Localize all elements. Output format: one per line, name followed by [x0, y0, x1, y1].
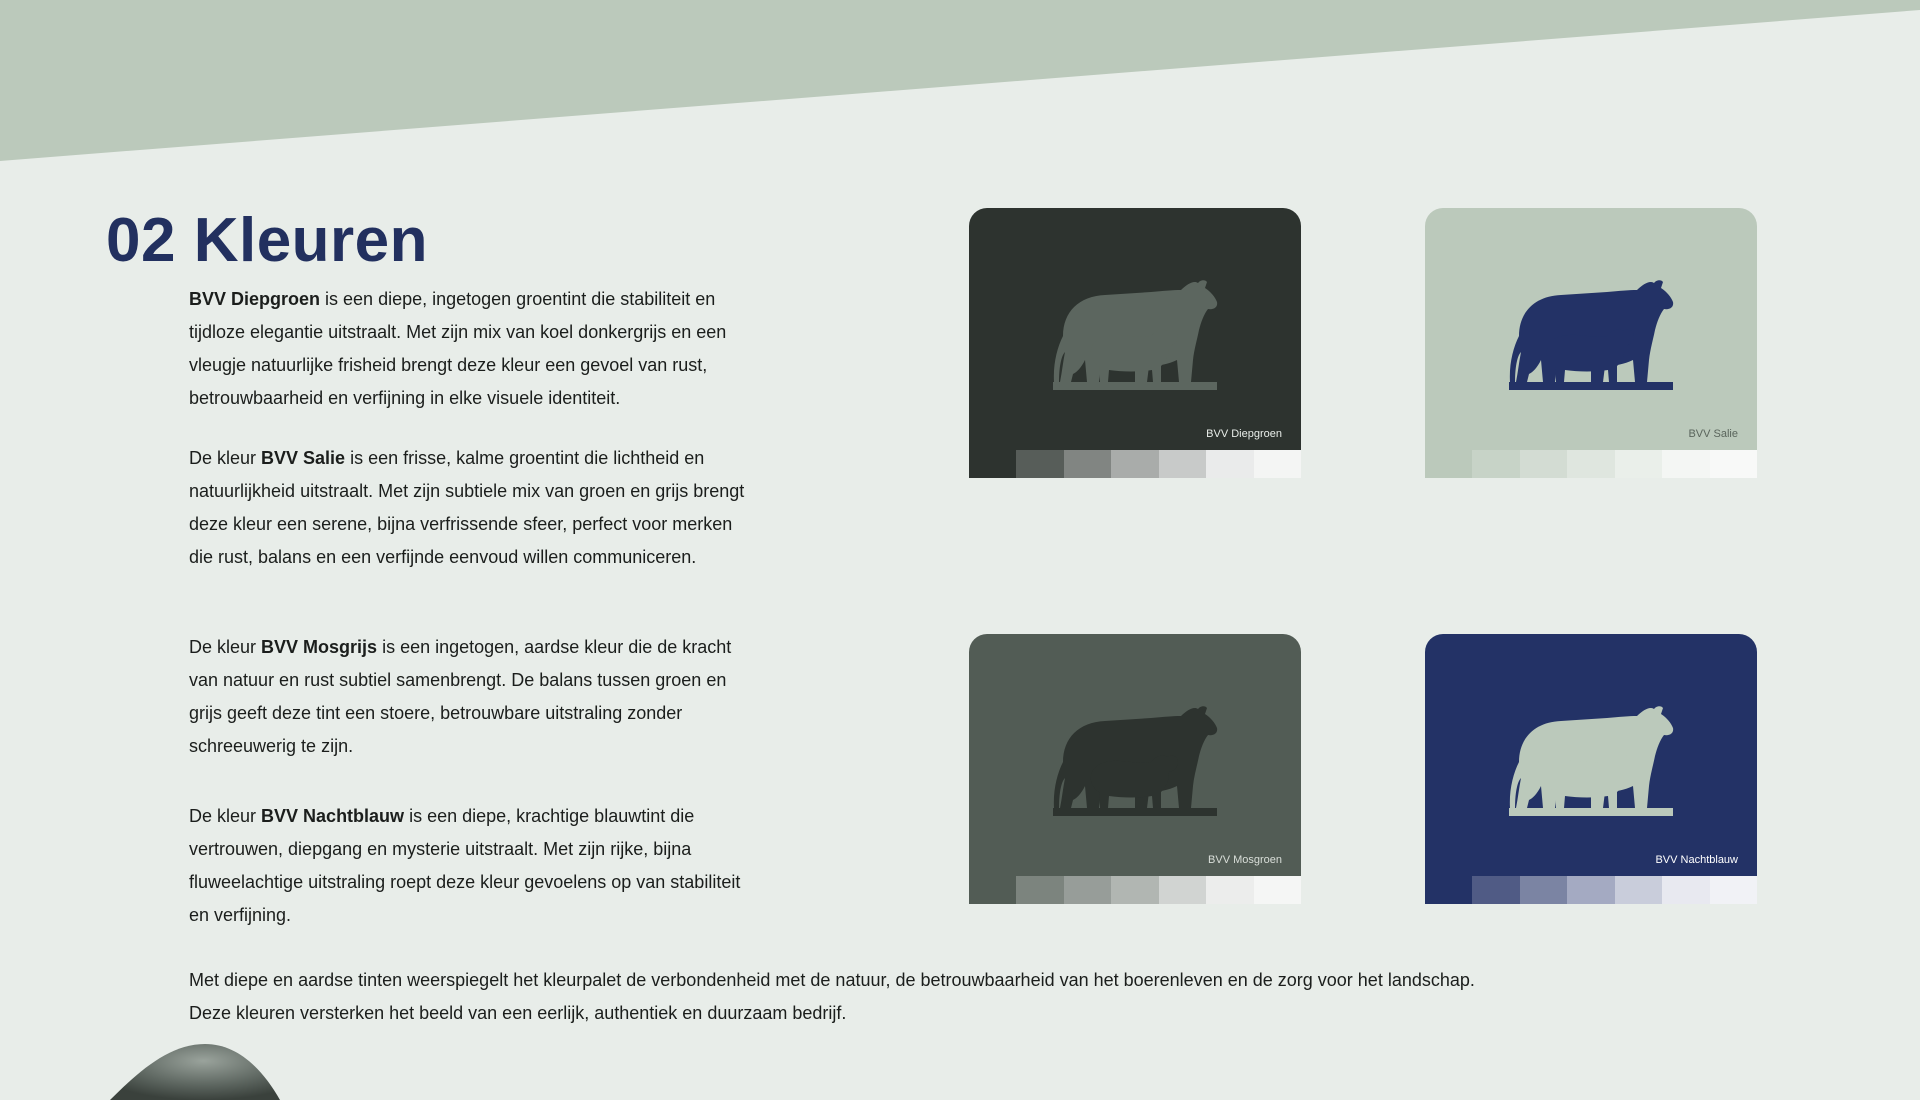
cow-sheep-icon: [1051, 278, 1219, 398]
sheep-body: [1091, 330, 1178, 382]
color-swatch: [1567, 876, 1614, 904]
color-swatch: [969, 876, 1016, 904]
cow-sheep-icon: [1051, 704, 1219, 824]
paragraph-mosgrijs: [189, 631, 759, 763]
color-name-diepgroen: BVV Diepgroen: [189, 289, 321, 309]
color-swatch: [1206, 876, 1253, 904]
color-swatch: [1111, 450, 1158, 478]
color-card-nachtblauw: [1425, 634, 1757, 904]
color-swatch: [1662, 876, 1709, 904]
paragraph-salie: [189, 442, 749, 574]
paragraph-prefix: De kleur: [189, 806, 262, 826]
top-decorative-band: [0, 0, 1920, 170]
color-swatch: [1016, 450, 1063, 478]
grass-base: [1509, 382, 1673, 390]
swatch-strip: [969, 450, 1301, 478]
color-swatch: [969, 450, 1016, 478]
paragraph-body: is een diepe, krachtige blauwtint die vertrouwen, diepgang en mysterie uitstraalt. Met zijn rijke, bijna fluweelachtige uitstraling roept deze kleur gevoelens op van stabiliteit en verfijning.: [189, 806, 741, 925]
color-swatch: [1710, 450, 1757, 478]
card-label: BVV Diepgroen: [1206, 428, 1282, 440]
grass-base: [1053, 382, 1217, 390]
color-swatch: [1111, 876, 1158, 904]
sheep-body: [1547, 330, 1634, 382]
cow-sheep-icon: [1507, 704, 1675, 824]
color-swatch: [1064, 876, 1111, 904]
color-card-diepgroen: [969, 208, 1301, 478]
card-label: BVV Mosgroen: [1208, 854, 1282, 866]
decorative-photo-corner: [110, 1040, 280, 1100]
closing-line-2: Deze kleuren versterken het beeld van een eerlijk, authentiek en duurzaam bedrijf.: [189, 1003, 847, 1023]
color-swatch: [1254, 450, 1301, 478]
paragraph-prefix: De kleur: [189, 448, 262, 468]
color-swatch: [1472, 450, 1519, 478]
color-name-salie: BVV Salie: [261, 448, 346, 468]
color-swatch: [1710, 876, 1757, 904]
sheep-body: [1091, 756, 1178, 808]
grass-base: [1053, 808, 1217, 816]
paragraph-diepgroen: [189, 283, 749, 415]
paragraph-nachtblauw: [189, 800, 749, 932]
card-label: BVV Nachtblauw: [1655, 854, 1738, 866]
sheep-body: [1547, 756, 1634, 808]
swatch-strip: [969, 876, 1301, 904]
color-swatch: [1159, 876, 1206, 904]
card-label: BVV Salie: [1688, 428, 1738, 440]
color-swatch: [1567, 450, 1614, 478]
paragraph-body: is een diepe, ingetogen groentint die stabiliteit en tijdloze elegantie uitstraalt. Met zijn mix van koel donkergrijs en een vleugje natuurlijke frisheid brengt deze kleur een gevoel van rust, betrouwbaarheid en verfijning in elke visuele identiteit.: [189, 289, 727, 408]
color-swatch: [1520, 876, 1567, 904]
color-swatch: [1016, 876, 1063, 904]
swatch-strip: [1425, 876, 1757, 904]
color-swatch: [1425, 876, 1472, 904]
color-swatch: [1206, 450, 1253, 478]
grass-base: [1509, 808, 1673, 816]
paragraph-prefix: De kleur: [189, 637, 262, 657]
color-swatch: [1159, 450, 1206, 478]
paragraph-body: is een frisse, kalme groentint die lichtheid en natuurlijkheid uitstraalt. Met zijn subtiele mix van groen en grijs brengt deze kleur een serene, bijna verfrissende sfeer, perfect voor merken die rust, balans en een verfijnde eenvoud willen communiceren.: [189, 448, 745, 567]
closing-line-1: Met diepe en aardse tinten weerspiegelt het kleurpalet de verbondenheid met de natuur, de betrouwbaarheid van het boerenleven en de zorg voor het landschap.: [189, 970, 1475, 990]
closing-text: [189, 964, 1475, 1030]
paragraph-body: is een ingetogen, aardse kleur die de kracht van natuur en rust subtiel samenbrengt. De balans tussen groen en grijs geeft deze tint een stoere, betrouwbare uitstraling zonder schreeuwerig te zijn.: [189, 637, 732, 756]
color-swatch: [1425, 450, 1472, 478]
cow-sheep-icon: [1507, 278, 1675, 398]
color-swatch: [1662, 450, 1709, 478]
color-swatch: [1064, 450, 1111, 478]
page-title: 02 Kleuren: [106, 206, 429, 275]
color-name-nachtblauw: BVV Nachtblauw: [261, 806, 405, 826]
color-swatch: [1615, 450, 1662, 478]
swatch-strip: [1425, 450, 1757, 478]
color-swatch: [1615, 876, 1662, 904]
color-swatch: [1520, 450, 1567, 478]
color-swatch: [1472, 876, 1519, 904]
color-card-salie: [1425, 208, 1757, 478]
color-name-mosgrijs: BVV Mosgrijs: [261, 637, 378, 657]
color-card-mosgroen: [969, 634, 1301, 904]
color-swatch: [1254, 876, 1301, 904]
